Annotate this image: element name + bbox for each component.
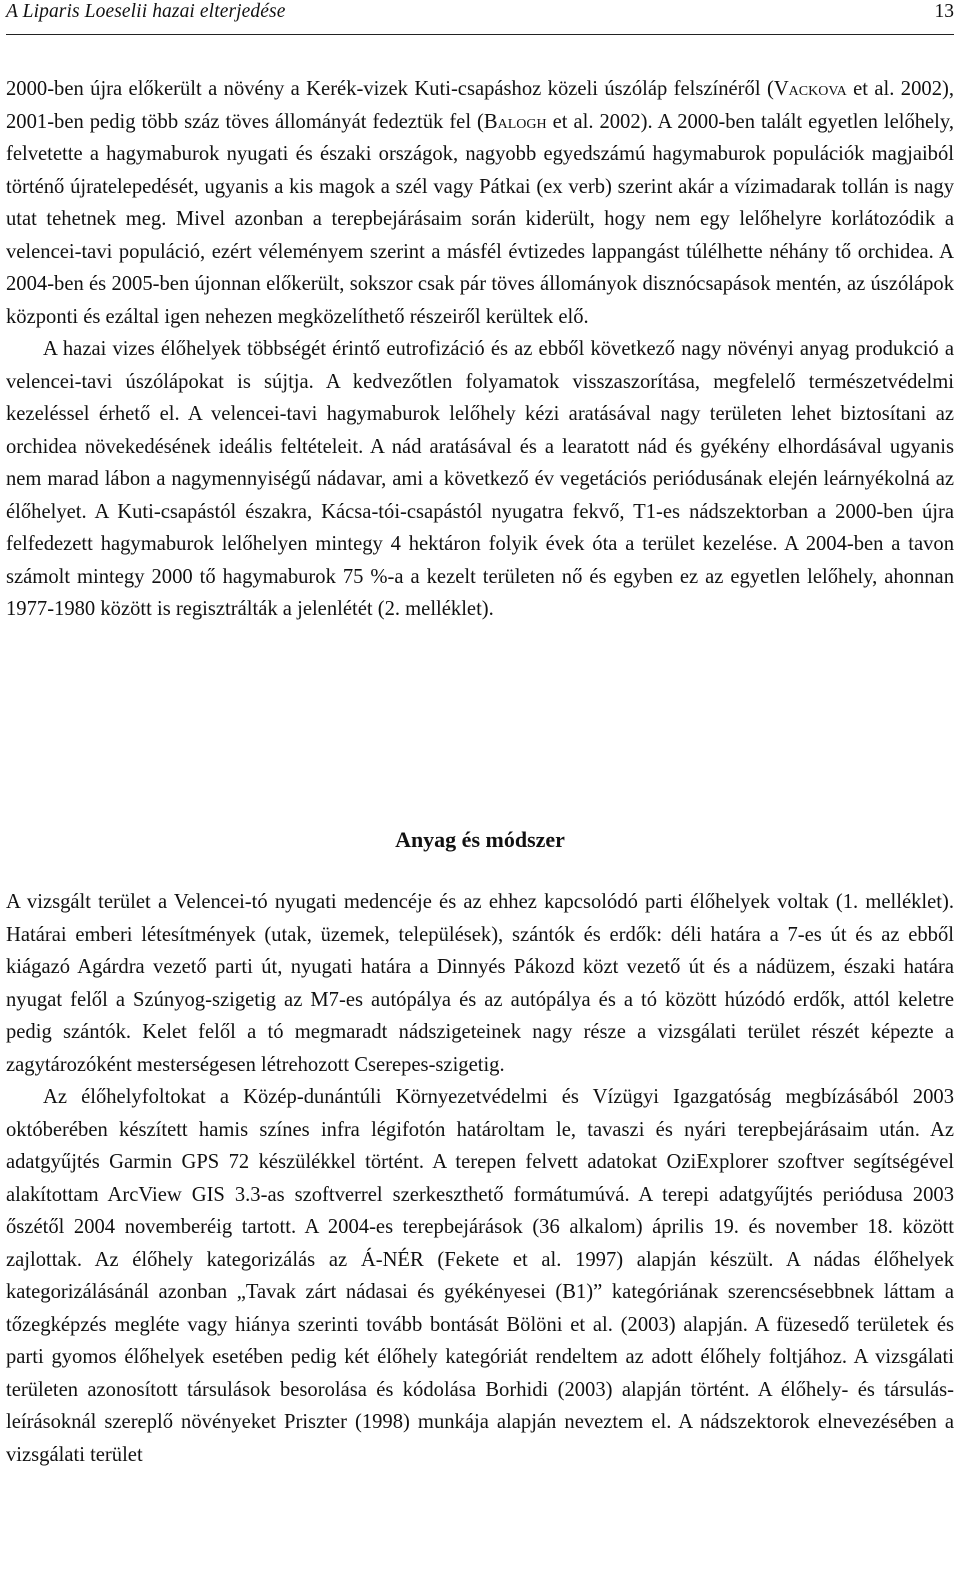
methods-paragraph-2: Az élőhelyfoltokat a Közép-dunántúli Környezetvédelmi és Vízügyi Igazgatóság megbízásából 2003 októberében készített hamis színes infra légifotón határoltam le, tavaszi és nyári terepbejárásaim után. Az adatgyűjtés Garmin GPS 72 készülékkel történt. A terepen felvett adatokat OziExplorer szoftver segítségével alakítottam ArcView GIS 3.3-as szoftverrel szerkeszthető formátumúvá. A terepi adatgyűjtés periódusa 2003 őszétől 2004 novemberéig tartott. A 2004-es terepbejárások (36 alkalom) április 19. és november 18. között zajlottak. Az élőhely kategorizálás az Á-NÉR (Fekete et al. 1997) alapján készült. A nádas élőhelyek kategorizálásánál azonban „Tavak zárt nádasai és gyékényesei (B1)” kategóriának szerencsésebbnek láttam a tőzegképzés megléte vagy hiánya szerinti tovább bontását Bölöni et al. (2003) alapján. A füzesedő területek és parti gyomos élőhelyek esetében pedig két élőhely kategóriát rendeltem az adott élőhely foltjához. A vizsgálati területen azonosított társulások besorolása és kódolása Borhidi (2003) alapján történt. A élőhely- és társulás-leírásoknál szereplő növényeket Priszter (1998) munkája alapján neveztem el. A nádszektorok elnevezésében a vizsgálati terület <box>6 1086 954 1466</box>
running-title: A Liparis Loeselii hazai elterjedése <box>6 1 286 22</box>
intro-p1-text-end: et al. 2002). A 2000-ben talált egyetlen lelőhely, felvetette a hagymaburok nyugati és északi országok, nagyobb egyedszámú hagymaburok populációk magjaiból történő újratelepedését, ugyanis a kis magok a szél vagy Pátkai (ex verb) szerint akár a vízimadarak tollán is nagy utat tehetnek meg. Mivel azonban a terepbejárásaim során kiderült, hogy nem egy lelőhelyre korlátozódik a velencei-tavi populáció, ezért véleményem szerint a másfél évtizedes lappangást túlélhette néhány tő orchidea. A 2004-ben és 2005-ben újonnan előkerült, sokszor csak pár töves állományok disznócsapások mentén, az úszólápok központi és ezáltal igen nehezen megközelíthető részeiről kerültek elő. <box>6 110 955 328</box>
methods-section <box>6 886 954 1471</box>
intro-section <box>6 73 954 626</box>
methods-paragraph-1: A vizsgált terület a Velencei-tó nyugati medencéje és az ehhez kapcsolódó parti élőhelyek voltak (1. melléklet). Határai emberi létesítmények (utak, üzemek, települések), szántók és erdők: déli határa a 7-es út és az ebből kiágazó Agárdra vezető parti út, nyugati határa a Dinnyés Pákozd közt vezető út és a nádüzem, északi határa nyugat felől a Szúnyog-szigetig az M7-es autópálya és az autópálya és a tó között húzódó erdők, attól keletre pedig szántók. Kelet felől a tó megmaradt nádszigeteinek nagy része a vizsgálati terület részét képezte a zagytározóként mesterségesen létrehozott Cserepes-szigetig. <box>6 891 954 1076</box>
running-header <box>6 0 954 35</box>
intro-paragraph-2: A hazai vizes élőhelyek többségét érintő eutrofizáció és az ebből következő nagy növényi anyag produkció a velencei-tavi úszólápokat is sújtja. A kedvezőtlen folyamatok visszaszorítása, megfelelő természetvédelmi kezeléssel érhető el. A velencei-tavi hagymaburok lelőhely kézi aratásával nagy területen lehet biztosítani az orchidea növekedésének ideális feltételeit. A nád aratásával és a learatott nád és gyékény elhordásával ugyanis nem marad lábon a nagymennyiségű nádavar, ami a következő év vegetációs periódusának elején leárnyékolná az élőhelyet. A Kuti-csapástól északra, Kácsa-tói-csapástól nyugatra fekvő, T1-es nádszektorban a 2000-ben újra felfedezett hagymaburok lelőhelyen mintegy 4 hektáron folyik évek óta a terület kezelése. A 2004-ben a tavon számolt mintegy 2000 tő hagymaburok 75 %-a a kezelt területen nő és egyben ez az egyetlen lelőhely, ahonnan 1977-1980 között is regisztrálták a jelenlétét (2. melléklet). <box>6 338 954 620</box>
citation-author-vackova: Vackova <box>773 78 847 100</box>
intro-p1-text-mid: et al. 2002), 2001-ben pedig több száz töves állományát fedeztük fel ( <box>6 78 954 133</box>
section-heading: Anyag és módszer <box>395 827 565 852</box>
citation-author-balogh: Balogh <box>483 110 547 133</box>
page-number: 13 <box>934 1 954 22</box>
intro-p1-text-start: 2000-ben újra előkerült a növény a Kerék-vizek Kuti-csapáshoz közeli úszóláp felszínéről ( <box>6 78 774 100</box>
intro-paragraph-1 <box>6 73 954 333</box>
